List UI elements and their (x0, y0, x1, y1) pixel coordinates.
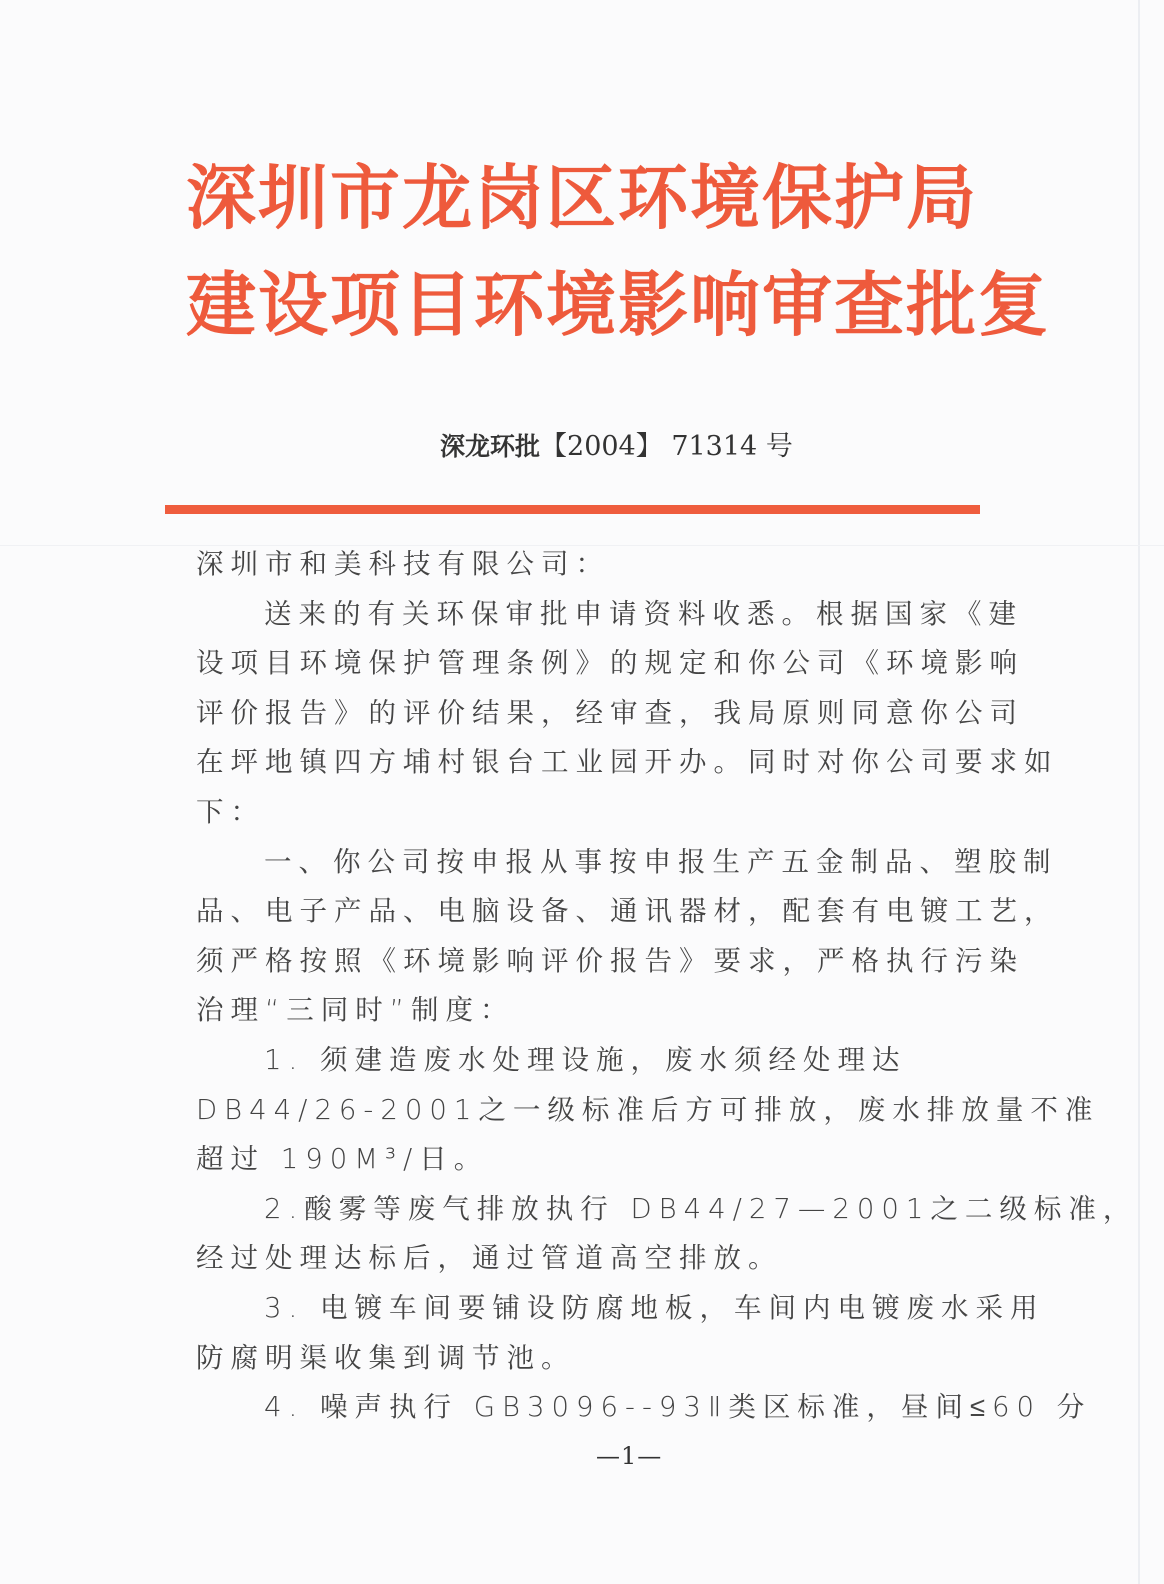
body-line: 评价报告》的评价结果，经审查，我局原则同意你公司 (196, 696, 1024, 729)
document-title-line-2: 建设项目环境影响审查批复 (186, 263, 1050, 346)
section-one-line: 品、电子产品、电脑设备、通讯器材，配套有电镀工艺， (196, 895, 1059, 928)
document-number-year: 【2004】 (540, 431, 663, 462)
item-3-line: 防腐明渠收集到调节池。 (196, 1341, 576, 1374)
body-line: 在坪地镇四方埔村银台工业园开办。同时对你公司要求如 (196, 746, 1059, 779)
page-number: —1— (596, 1442, 663, 1470)
document-number-prefix: 深龙环批 (440, 432, 541, 461)
section-one-line: 一、你公司按申报从事按申报生产五金制品、塑胶制 (264, 845, 1058, 878)
item-1-line: DB44/26-2001之一级标准后方可排放，废水排放量不准 (196, 1093, 1100, 1126)
body-line: 送来的有关环保审批申请资料收悉。根据国家《建 (264, 597, 1023, 630)
document-number-serial: 71314 (671, 431, 758, 462)
item-1-line: 超过 190M³/日。 (196, 1143, 489, 1176)
paper-fold-vertical (1138, 0, 1140, 1584)
item-2-line: 2.酸雾等废气排放执行 DB44/27—2001之二级标准， (264, 1192, 1138, 1225)
item-2-line: 经过处理达标后，通过管道高空排放。 (196, 1242, 783, 1275)
document-number-suffix: 号 (765, 431, 793, 462)
section-one-line: 治理“三同时”制度： (196, 994, 515, 1027)
addressee: 深圳市和美科技有限公司： (196, 548, 610, 580)
item-3-line: 3. 电镀车间要铺设防腐地板，车间内电镀废水采用 (264, 1291, 1045, 1324)
document-title-line-1: 深圳市龙岗区环境保护局 (186, 156, 978, 239)
body-line: 设项目环境保护管理条例》的规定和你公司《环境影响 (196, 647, 1024, 680)
document-body (196, 540, 1138, 1433)
item-1-line: 1. 须建造废水处理设施，废水须经处理达 (264, 1043, 907, 1076)
body-line: 下： (196, 795, 265, 828)
red-divider-rule (165, 505, 980, 514)
document-number (440, 424, 793, 463)
section-one-line: 须严格按照《环境影响评价报告》要求，严格执行污染 (196, 944, 1024, 977)
item-4-line: 4. 噪声执行 GB3096--93Ⅱ类区标准，昼间≤60 分 (264, 1391, 1092, 1424)
